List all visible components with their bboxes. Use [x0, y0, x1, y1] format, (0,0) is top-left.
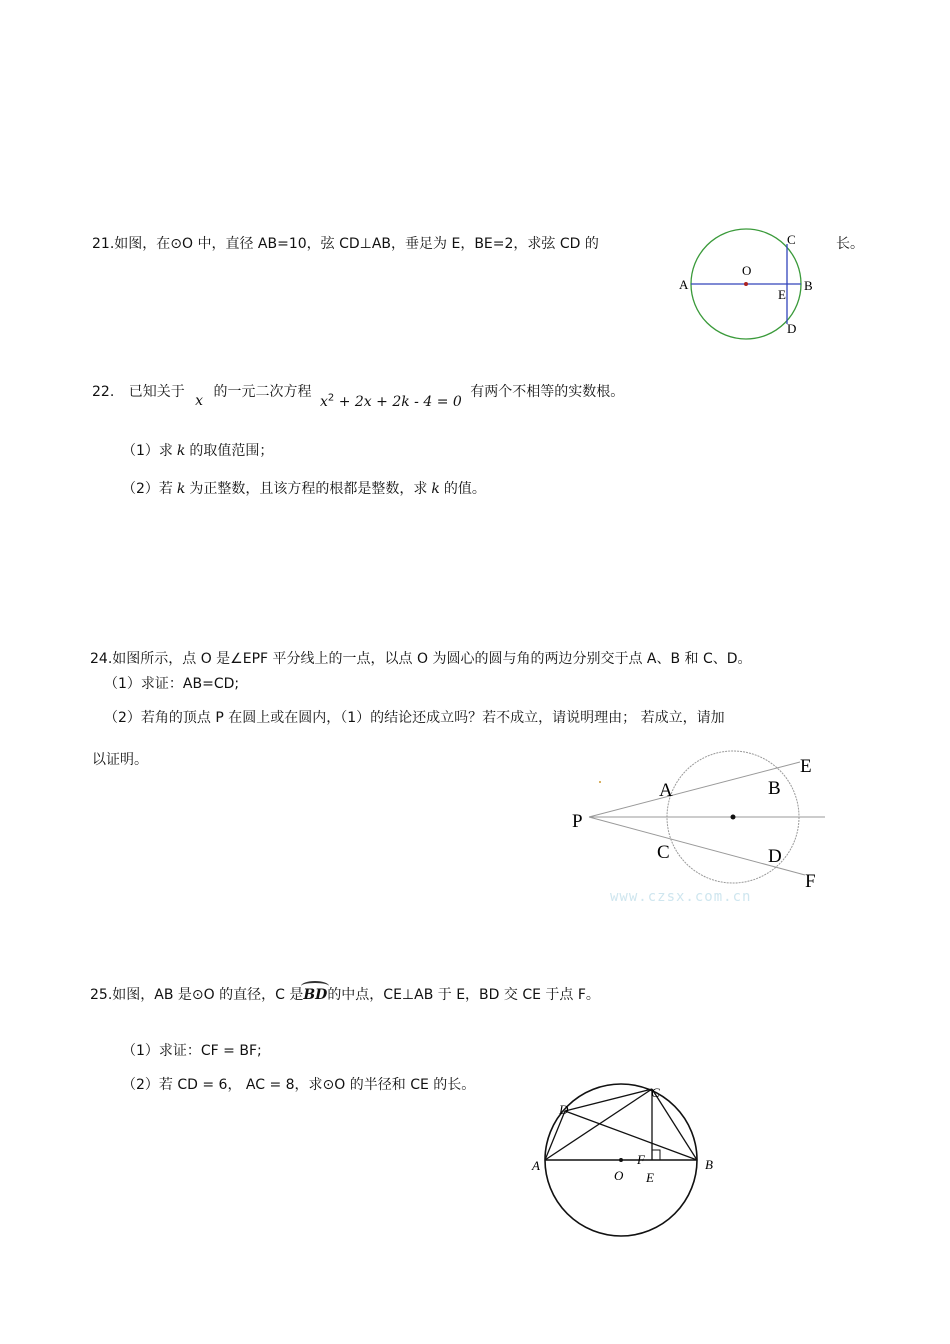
q22-s1-prefix: （1）求: [122, 443, 173, 459]
q22-line: [92, 381, 625, 410]
q22-subq-1: [122, 440, 273, 460]
q25-label-e: E: [646, 1170, 654, 1185]
q24-watermark: www.czsx.com.cn: [610, 889, 752, 905]
q22-equation: [320, 394, 466, 410]
q22-subq-2: [122, 478, 486, 498]
q22-s2-k2: k: [431, 481, 440, 497]
q21-center-dot: [744, 282, 748, 286]
q22-eq-x: x: [319, 394, 328, 410]
q21-label-a: A: [679, 277, 689, 292]
q24-subq-2-cont: 以证明。: [92, 752, 148, 768]
q25-subq-1: （1）求证：CF = BF;: [122, 1043, 262, 1059]
q24-label-c: C: [657, 842, 670, 863]
q22-s2-k: k: [176, 481, 186, 497]
q25-label-d: D: [559, 1102, 569, 1117]
q22-s1-suffix: 的取值范围；: [189, 443, 274, 459]
q21-label-c: C: [787, 232, 796, 247]
q24-subq-1: （1）求证：AB=CD;: [104, 676, 240, 692]
q22-s2-middle: 为正整数，且该方程的根都是整数，求: [189, 481, 428, 497]
q24-stray-dot: [599, 781, 601, 783]
q22-eq-rest: + 2x + 2k - 4 = 0: [338, 394, 462, 410]
q22-text-2: 的一元二次方程: [213, 384, 312, 400]
q21-text-tail: 长。: [836, 236, 864, 252]
q25-label-c: C: [651, 1085, 660, 1100]
q21-label-e: E: [778, 287, 786, 302]
q25-segment-db: [565, 1111, 697, 1160]
q25-label-a: A: [532, 1158, 540, 1173]
q24-label-a: A: [659, 780, 673, 801]
q25-text: [90, 984, 600, 1004]
q21-figure: [670, 222, 830, 347]
q22-text-3: 有两个不相等的实数根。: [470, 384, 625, 400]
q24-subq-2: （2）若角的顶点 P 在圆上或在圆内，（1）的结论还成立吗？若不成立，请说明理由； 若成立，请加: [104, 710, 725, 726]
q25-label-b: B: [705, 1157, 713, 1172]
q24-label-b: B: [768, 778, 781, 799]
q22-eq-sup: 2: [327, 392, 335, 404]
q25-label-f: F: [637, 1152, 645, 1167]
q25-center-dot: [619, 1158, 623, 1162]
q21-text: 21.如图，在⊙O 中，直径 AB=10，弦 CD⊥AB，垂足为 E，BE=2，求弦 CD 的: [92, 236, 599, 252]
q24-center-dot: [731, 815, 736, 820]
q22-s2-suffix: 的值。: [443, 481, 486, 497]
q24-label-f: F: [805, 871, 816, 892]
q24-figure: [570, 750, 840, 900]
q22-text-1: 已知关于: [128, 384, 185, 400]
q25-label-o: O: [614, 1168, 624, 1183]
q24-label-e: E: [800, 756, 812, 777]
q24-text: 24.如图所示，点 O 是∠EPF 平分线上的一点，以点 O 为圆心的圆与角的两边分别交于点 A、B 和 C、D。: [90, 651, 752, 667]
q25-figure: [528, 1082, 728, 1242]
q21-label-d: D: [787, 321, 797, 336]
q22-s2-prefix: （2）若: [122, 481, 173, 497]
q21-label-b: B: [804, 278, 813, 293]
q24-label-p: P: [572, 811, 583, 832]
q25-segment-ac: [545, 1089, 652, 1160]
q22-s1-k: k: [176, 443, 186, 459]
q25-subq-2: （2）若 CD = 6， AC = 8，求⊙O 的半径和 CE 的长。: [122, 1077, 476, 1093]
q22-num: 22.: [92, 384, 115, 400]
q25-segment-dc: [565, 1089, 652, 1111]
q24-label-d: D: [768, 846, 782, 867]
q21-label-o: O: [742, 263, 752, 278]
q25-right-angle-mark: [652, 1150, 660, 1160]
q25-arc-bd: BD: [303, 987, 328, 1003]
q25-text-1: 25.如图，AB 是⊙O 的直径，C 是: [90, 987, 304, 1003]
q25-text-2: 的中点，CE⊥AB 于 E，BD 交 CE 于点 F。: [327, 987, 600, 1003]
q22-var-x: x: [195, 393, 204, 409]
